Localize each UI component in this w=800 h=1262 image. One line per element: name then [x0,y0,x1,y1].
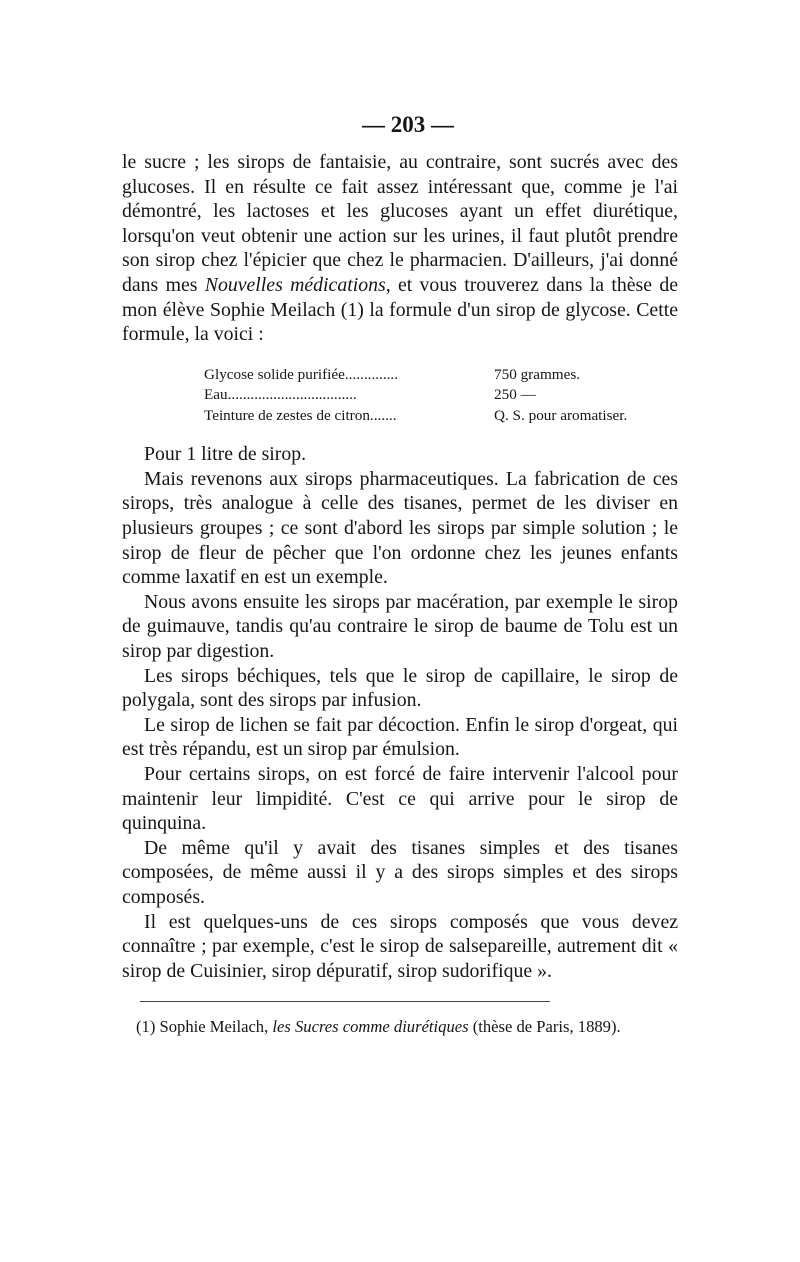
footnote-divider [140,1001,550,1002]
paragraph-1 [122,150,678,347]
paragraph-3: Mais revenons aux sirops pharmaceutiques. La fabrication de ces sirops, très analogue à celle des tisanes, permet de les diviser en plusieurs groupes ; ce sont d'abord les sirops par simple solution ; le sirop de fleur de pêcher que l'on ordonne chez les jeunes enfants comme laxatif en est un exemple. [122,467,678,589]
paragraph-5: Les sirops béchiques, tels que le sirop de capillaire, le sirop de polygala, sont des sirops par infusion. [122,664,678,712]
recipe-quantity: 750 grammes. [494,365,581,383]
page-number: — 203 — [362,112,454,137]
paragraph-9: Il est quelques-uns de ces sirops composés que vous devez connaître ; par exemple, c'est le sirop de salsepareille, autrement dit « sirop de Cuisinier, sirop dépuratif, sirop sudorifique ». [122,910,678,982]
recipe-ingredient: Eau.................................. [204,386,357,404]
document-page [122,108,678,1038]
recipe-ingredient: Teinture de zestes de citron....... [204,406,397,424]
paragraph-8: De même qu'il y avait des tisanes simples et des tisanes composées, de même aussi il y a des sirops simples et des sirops composés. [122,836,678,908]
recipe-ingredient: Glycose solide purifiée.............. [204,365,399,383]
footnote-tail: (thèse de Paris, 1889). [468,1017,621,1037]
footnote [122,1016,678,1038]
recipe-row [204,365,678,386]
paragraph-1-text: le sucre ; les sirops de fantaisie, au contraire, sont sucrés avec des glucoses. Il en résulte ce fait assez intéressant que, comme je l'ai démontré, les lactoses et les glucoses ayant un effet diurétique, lorsqu'on veut obtenir une action sur les urines, il faut plutôt prendre son sirop chez l'épicier que chez le pharmacien. D'ailleurs, j'ai donné dans mes [122,151,678,296]
paragraph-7: Pour certains sirops, on est forcé de faire intervenir l'alcool pour maintenir leur limpidité. C'est ce qui arrive pour le sirop de quinquina. [122,762,678,835]
paragraph-4: Nous avons ensuite les sirops par macération, par exemple le sirop de guimauve, tandis qu'au contraire le sirop de baume de Tolu est un sirop par digestion. [122,590,678,662]
recipe-quantity: Q. S. pour aromatiser. [494,406,628,424]
recipe-quantity: 250 — [494,386,536,404]
paragraph-1-tail: , et vous trouverez dans la thèse de mon élève Sophie Meilach (1) la formule d'un sirop de glycose. Cette formule, la voici : [122,273,679,346]
paragraph-2: Pour 1 litre de sirop. [144,443,307,466]
footnote-marker: (1) Sophie Meilach, [136,1017,273,1037]
book-title-italic: Nouvelles médications [204,273,386,296]
recipe-row [204,385,678,406]
recipe-row [204,406,678,427]
footnote-title-italic: les Sucres comme diurétiques [272,1017,469,1037]
paragraph-6: Le sirop de lichen se fait par décoction. Enfin le sirop d'orgeat, qui est très répandu, est un sirop par émulsion. [122,713,678,761]
recipe-formula [122,365,678,427]
